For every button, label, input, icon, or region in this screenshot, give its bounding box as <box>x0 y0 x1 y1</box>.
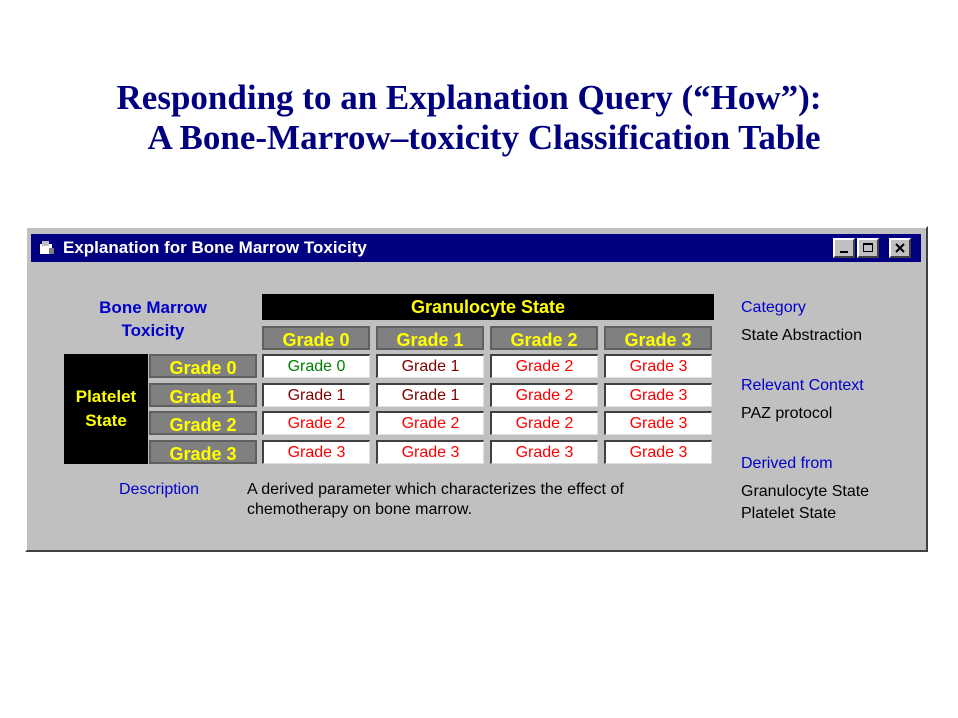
relevant-context-label: Relevant Context <box>741 377 864 394</box>
minimize-icon <box>837 241 851 255</box>
table-cell: Grade 3 <box>604 440 712 464</box>
table-cell: Grade 2 <box>490 354 598 378</box>
table-cell: Grade 3 <box>604 411 712 435</box>
category-label: Category <box>741 299 806 316</box>
platelet-state-header <box>64 354 148 464</box>
window-titlebar[interactable] <box>31 234 921 262</box>
bone-marrow-toxicity-label: Bone Marrow Toxicity <box>99 298 207 340</box>
table-cell: Grade 2 <box>490 383 598 407</box>
derived-from-platelet: Platelet State <box>741 505 837 522</box>
row-header-grade-1: Grade 1 <box>149 383 257 407</box>
table-cell: Grade 2 <box>490 411 598 435</box>
column-header-grade-2: Grade 2 <box>490 326 598 350</box>
explanation-window <box>25 226 928 552</box>
maximize-icon <box>861 241 875 255</box>
table-cell: Grade 0 <box>262 354 370 378</box>
table-cell: Grade 3 <box>262 440 370 464</box>
close-icon <box>893 241 907 255</box>
table-cell: Grade 2 <box>262 411 370 435</box>
row-header-grade-2: Grade 2 <box>149 411 257 435</box>
table-cell: Grade 3 <box>376 440 484 464</box>
column-header-grade-3: Grade 3 <box>604 326 712 350</box>
close-button[interactable] <box>889 238 911 258</box>
derived-from-label: Derived from <box>741 455 833 472</box>
table-cell: Grade 1 <box>262 383 370 407</box>
column-header-grade-0: Grade 0 <box>262 326 370 350</box>
app-icon[interactable] <box>39 240 55 256</box>
granulocyte-state-header: Granulocyte State <box>262 294 714 320</box>
minimize-button[interactable] <box>833 238 855 258</box>
row-header-grade-3: Grade 3 <box>149 440 257 464</box>
table-cell: Grade 3 <box>604 354 712 378</box>
slide-title <box>0 78 958 158</box>
relevant-context-value: PAZ protocol <box>741 405 833 422</box>
row-header-grade-0: Grade 0 <box>149 354 257 378</box>
table-cell: Grade 1 <box>376 354 484 378</box>
description-text: A derived parameter which characterizes the effect of chemotherapy on bone marrow. <box>247 481 624 518</box>
derived-from-granulocyte: Granulocyte State <box>741 483 870 500</box>
table-cell: Grade 3 <box>490 440 598 464</box>
slide-title-line-2: A Bone-Marrow–toxicity Classification Table <box>147 118 821 157</box>
category-value: State Abstraction <box>741 327 862 344</box>
maximize-button[interactable] <box>857 238 879 258</box>
column-header-grade-1: Grade 1 <box>376 326 484 350</box>
table-cell: Grade 2 <box>376 411 484 435</box>
slide-title-line-1: Responding to an Explanation Query (“How”): <box>116 78 822 117</box>
description-label: Description <box>119 481 200 498</box>
window-title: Explanation for Bone Marrow Toxicity <box>63 238 367 257</box>
table-cell: Grade 3 <box>604 383 712 407</box>
platelet-state-label: Platelet State <box>75 387 137 430</box>
table-cell: Grade 1 <box>376 383 484 407</box>
